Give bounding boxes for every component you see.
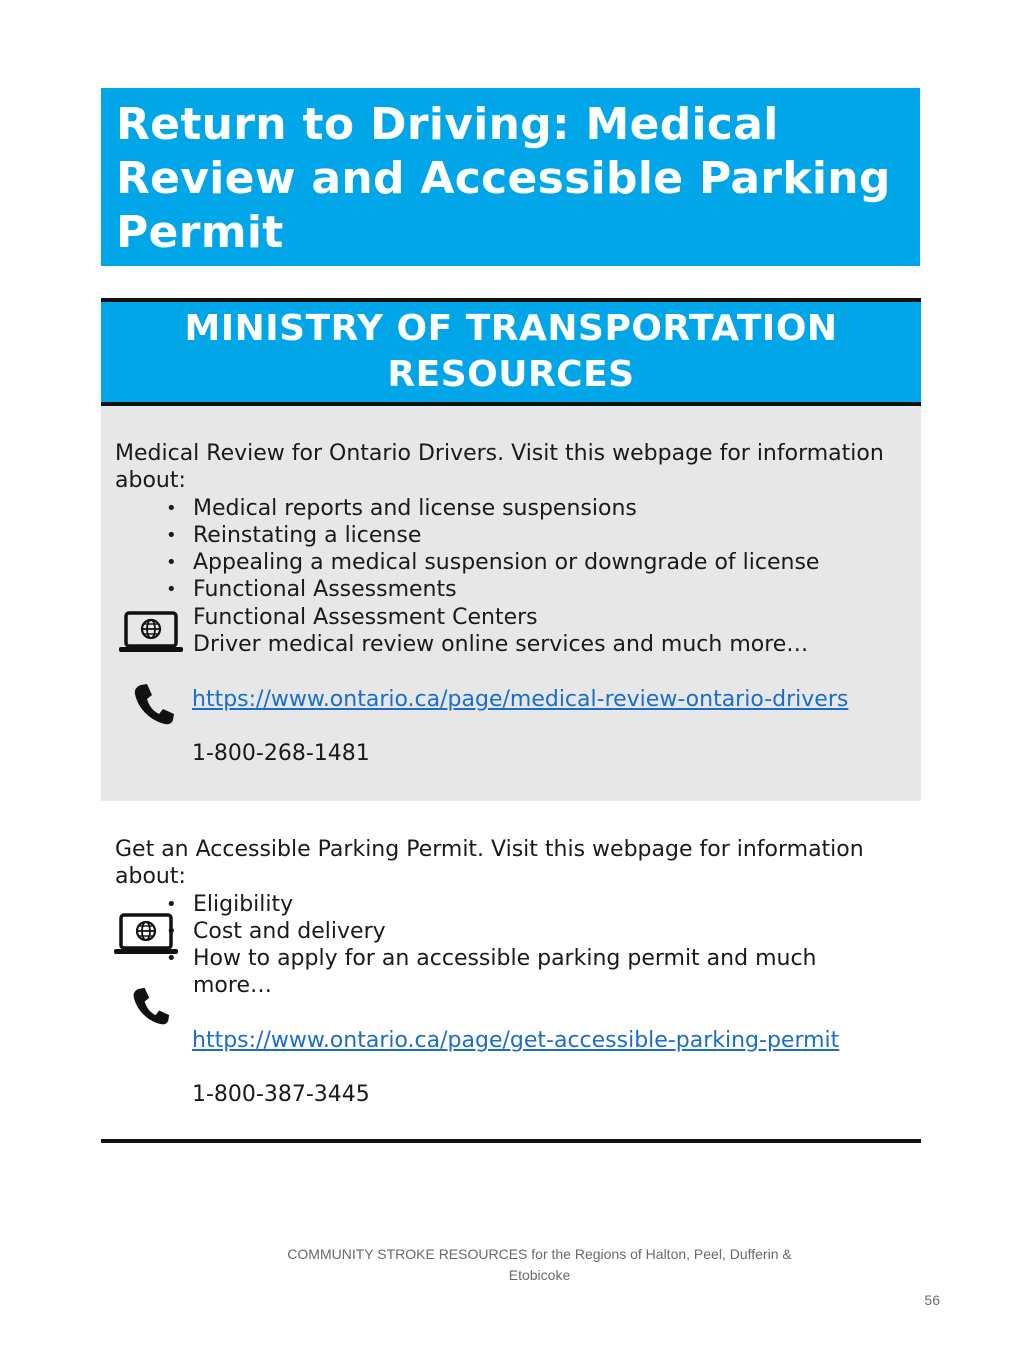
medical-review-link[interactable]: https://www.ontario.ca/page/medical-review-ontario-drivers bbox=[192, 687, 849, 712]
parking-permit-list bbox=[115, 891, 915, 1000]
laptop-globe-icon bbox=[112, 912, 180, 958]
laptop-globe-icon bbox=[117, 610, 185, 656]
list-item: • Appealing a medical suspension or downgrade of license bbox=[115, 549, 905, 576]
parking-permit-phone: 1-800-387-3445 bbox=[192, 1082, 370, 1107]
list-item: • Medical reports and license suspensions bbox=[115, 495, 905, 522]
medical-review-list bbox=[115, 495, 905, 659]
parking-permit-intro: Get an Accessible Parking Permit. Visit this webpage for information about: bbox=[115, 837, 864, 890]
list-item: • Reinstating a license bbox=[115, 522, 905, 549]
page-title-banner bbox=[101, 88, 920, 266]
medical-review-intro: Medical Review for Ontario Drivers. Visit this webpage for information about: bbox=[115, 441, 884, 494]
medical-review-block bbox=[115, 440, 905, 658]
section-header bbox=[101, 298, 921, 406]
medical-review-phone: 1-800-268-1481 bbox=[192, 741, 370, 766]
page-number: 56 bbox=[924, 1292, 940, 1308]
phone-icon bbox=[131, 984, 171, 1028]
section-title: MINISTRY OF TRANSPORTATION RESOURCES bbox=[184, 308, 838, 395]
section-divider bbox=[101, 1139, 921, 1143]
parking-permit-block bbox=[115, 836, 915, 1000]
list-item: • Eligibility bbox=[115, 891, 915, 918]
footer-text bbox=[0, 1244, 1024, 1286]
list-item: Driver medical review online services and much more… bbox=[193, 632, 809, 658]
parking-permit-link[interactable]: https://www.ontario.ca/page/get-accessible-parking-permit bbox=[192, 1028, 840, 1053]
list-item: Functional Assessment Centers bbox=[193, 604, 538, 630]
list-item: • Functional Assessments bbox=[115, 576, 905, 603]
footer-line: COMMUNITY STROKE RESOURCES for the Regions of Halton, Peel, Dufferin & Etobicoke bbox=[287, 1246, 792, 1283]
list-item: • Cost and delivery bbox=[115, 918, 915, 945]
page-title: Return to Driving: Medical Review and Accessible Parking Permit bbox=[116, 99, 891, 258]
list-item: • How to apply for an accessible parking permit and much more… bbox=[115, 945, 915, 1000]
phone-icon bbox=[132, 682, 176, 726]
